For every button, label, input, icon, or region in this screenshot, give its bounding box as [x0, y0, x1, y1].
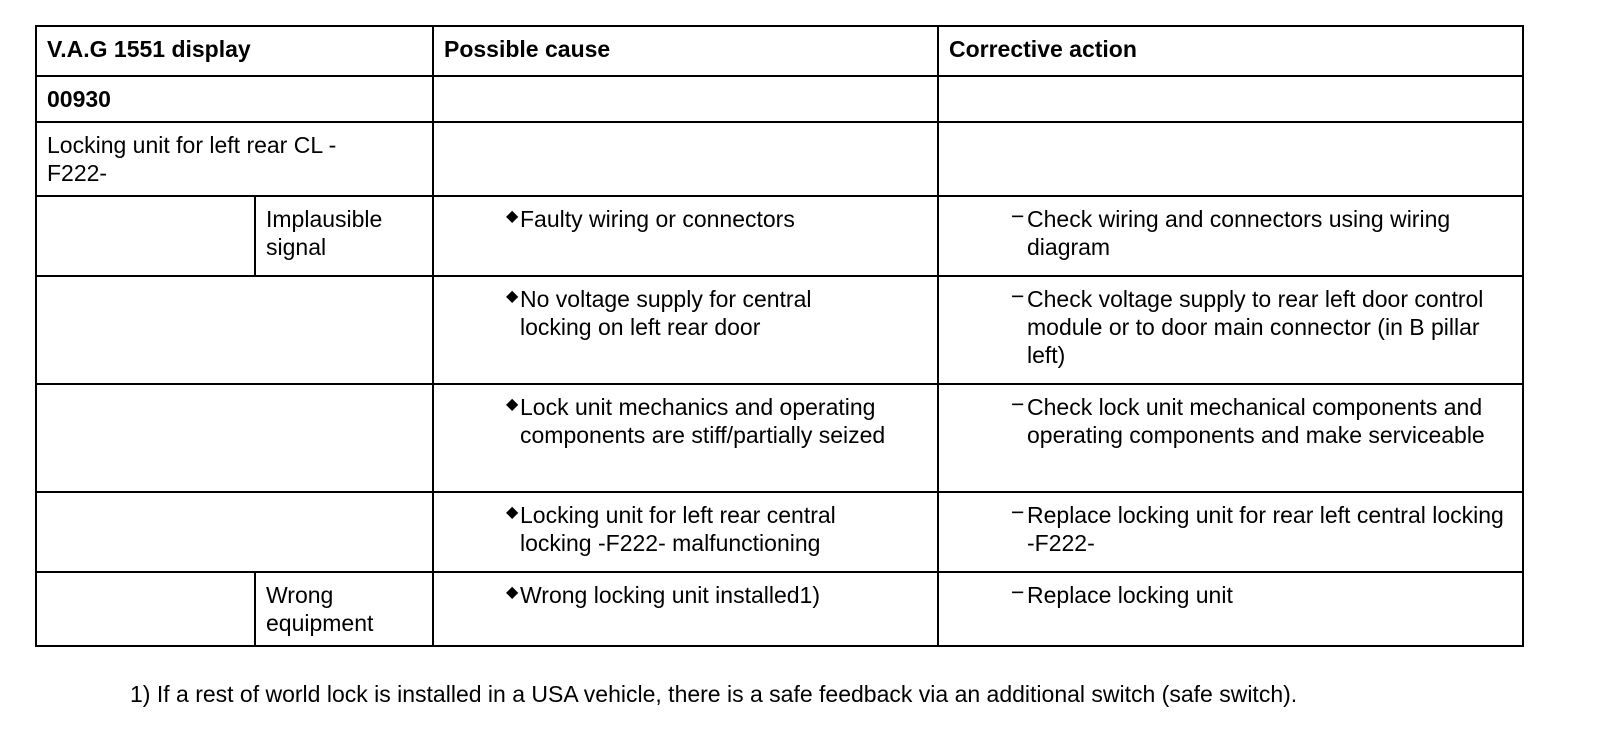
dash-icon: − — [1011, 391, 1025, 417]
cause-cell: ◆ Locking unit for left rear central locking -F222- malfunctioning — [433, 492, 938, 572]
table-row — [36, 276, 1523, 384]
cause-cell: ◆ Faulty wiring or connectors — [433, 196, 938, 276]
diagnostic-table — [35, 25, 1524, 647]
symptom-cell — [36, 276, 433, 384]
cause-cell: ◆ No voltage supply for central locking on left rear door — [433, 276, 938, 384]
empty-cell — [36, 572, 255, 646]
header-cause: Possible cause — [433, 26, 938, 76]
bullet-icon: ◆ — [506, 396, 519, 413]
bullet-icon: ◆ — [506, 208, 519, 225]
bullet-icon: ◆ — [506, 584, 519, 601]
cause-cell: ◆ Lock unit mechanics and operating components are stiff/partially seized — [433, 384, 938, 492]
table-row — [36, 572, 1523, 646]
bullet-icon: ◆ — [506, 288, 519, 305]
header-action: Corrective action — [938, 26, 1523, 76]
bullet-icon: ◆ — [506, 504, 519, 521]
header-display: V.A.G 1551 display — [36, 26, 433, 76]
table-row — [36, 384, 1523, 492]
table-row — [36, 492, 1523, 572]
symptom-cell — [36, 492, 433, 572]
dash-icon: − — [1011, 499, 1025, 525]
action-cell: − Check wiring and connectors using wiring diagram — [938, 196, 1523, 276]
action-cell: − Check lock unit mechanical components and operating components and make serviceable — [938, 384, 1523, 492]
header-row — [36, 26, 1523, 76]
dash-icon: − — [1011, 579, 1025, 605]
action-cell: − Replace locking unit for rear left central locking -F222- — [938, 492, 1523, 572]
dash-icon: − — [1011, 203, 1025, 229]
dash-icon: − — [1011, 283, 1025, 309]
action-cell: − Check voltage supply to rear left door control module or to door main connector (in B pillar left) — [938, 276, 1523, 384]
symptom-cell — [36, 384, 433, 492]
cause-cell: ◆ Wrong locking unit installed1) — [433, 572, 938, 646]
footnote: 1) If a rest of world lock is installed in a USA vehicle, there is a safe feedback via an additional switch (safe switch). — [130, 681, 1298, 707]
table-row — [36, 196, 1523, 276]
fault-code: 00930 — [36, 76, 433, 122]
symptom-cell: Implausible signal — [255, 196, 433, 276]
action-cell: − Replace locking unit — [938, 572, 1523, 646]
component-row — [36, 122, 1523, 196]
component-name: Locking unit for left rear CL -F222- — [36, 122, 433, 196]
empty-cell — [433, 122, 938, 196]
fault-code-row — [36, 76, 1523, 122]
empty-cell — [938, 122, 1523, 196]
symptom-cell: Wrong equipment — [255, 572, 433, 646]
empty-cell — [36, 196, 255, 276]
empty-cell — [938, 76, 1523, 122]
empty-cell — [433, 76, 938, 122]
